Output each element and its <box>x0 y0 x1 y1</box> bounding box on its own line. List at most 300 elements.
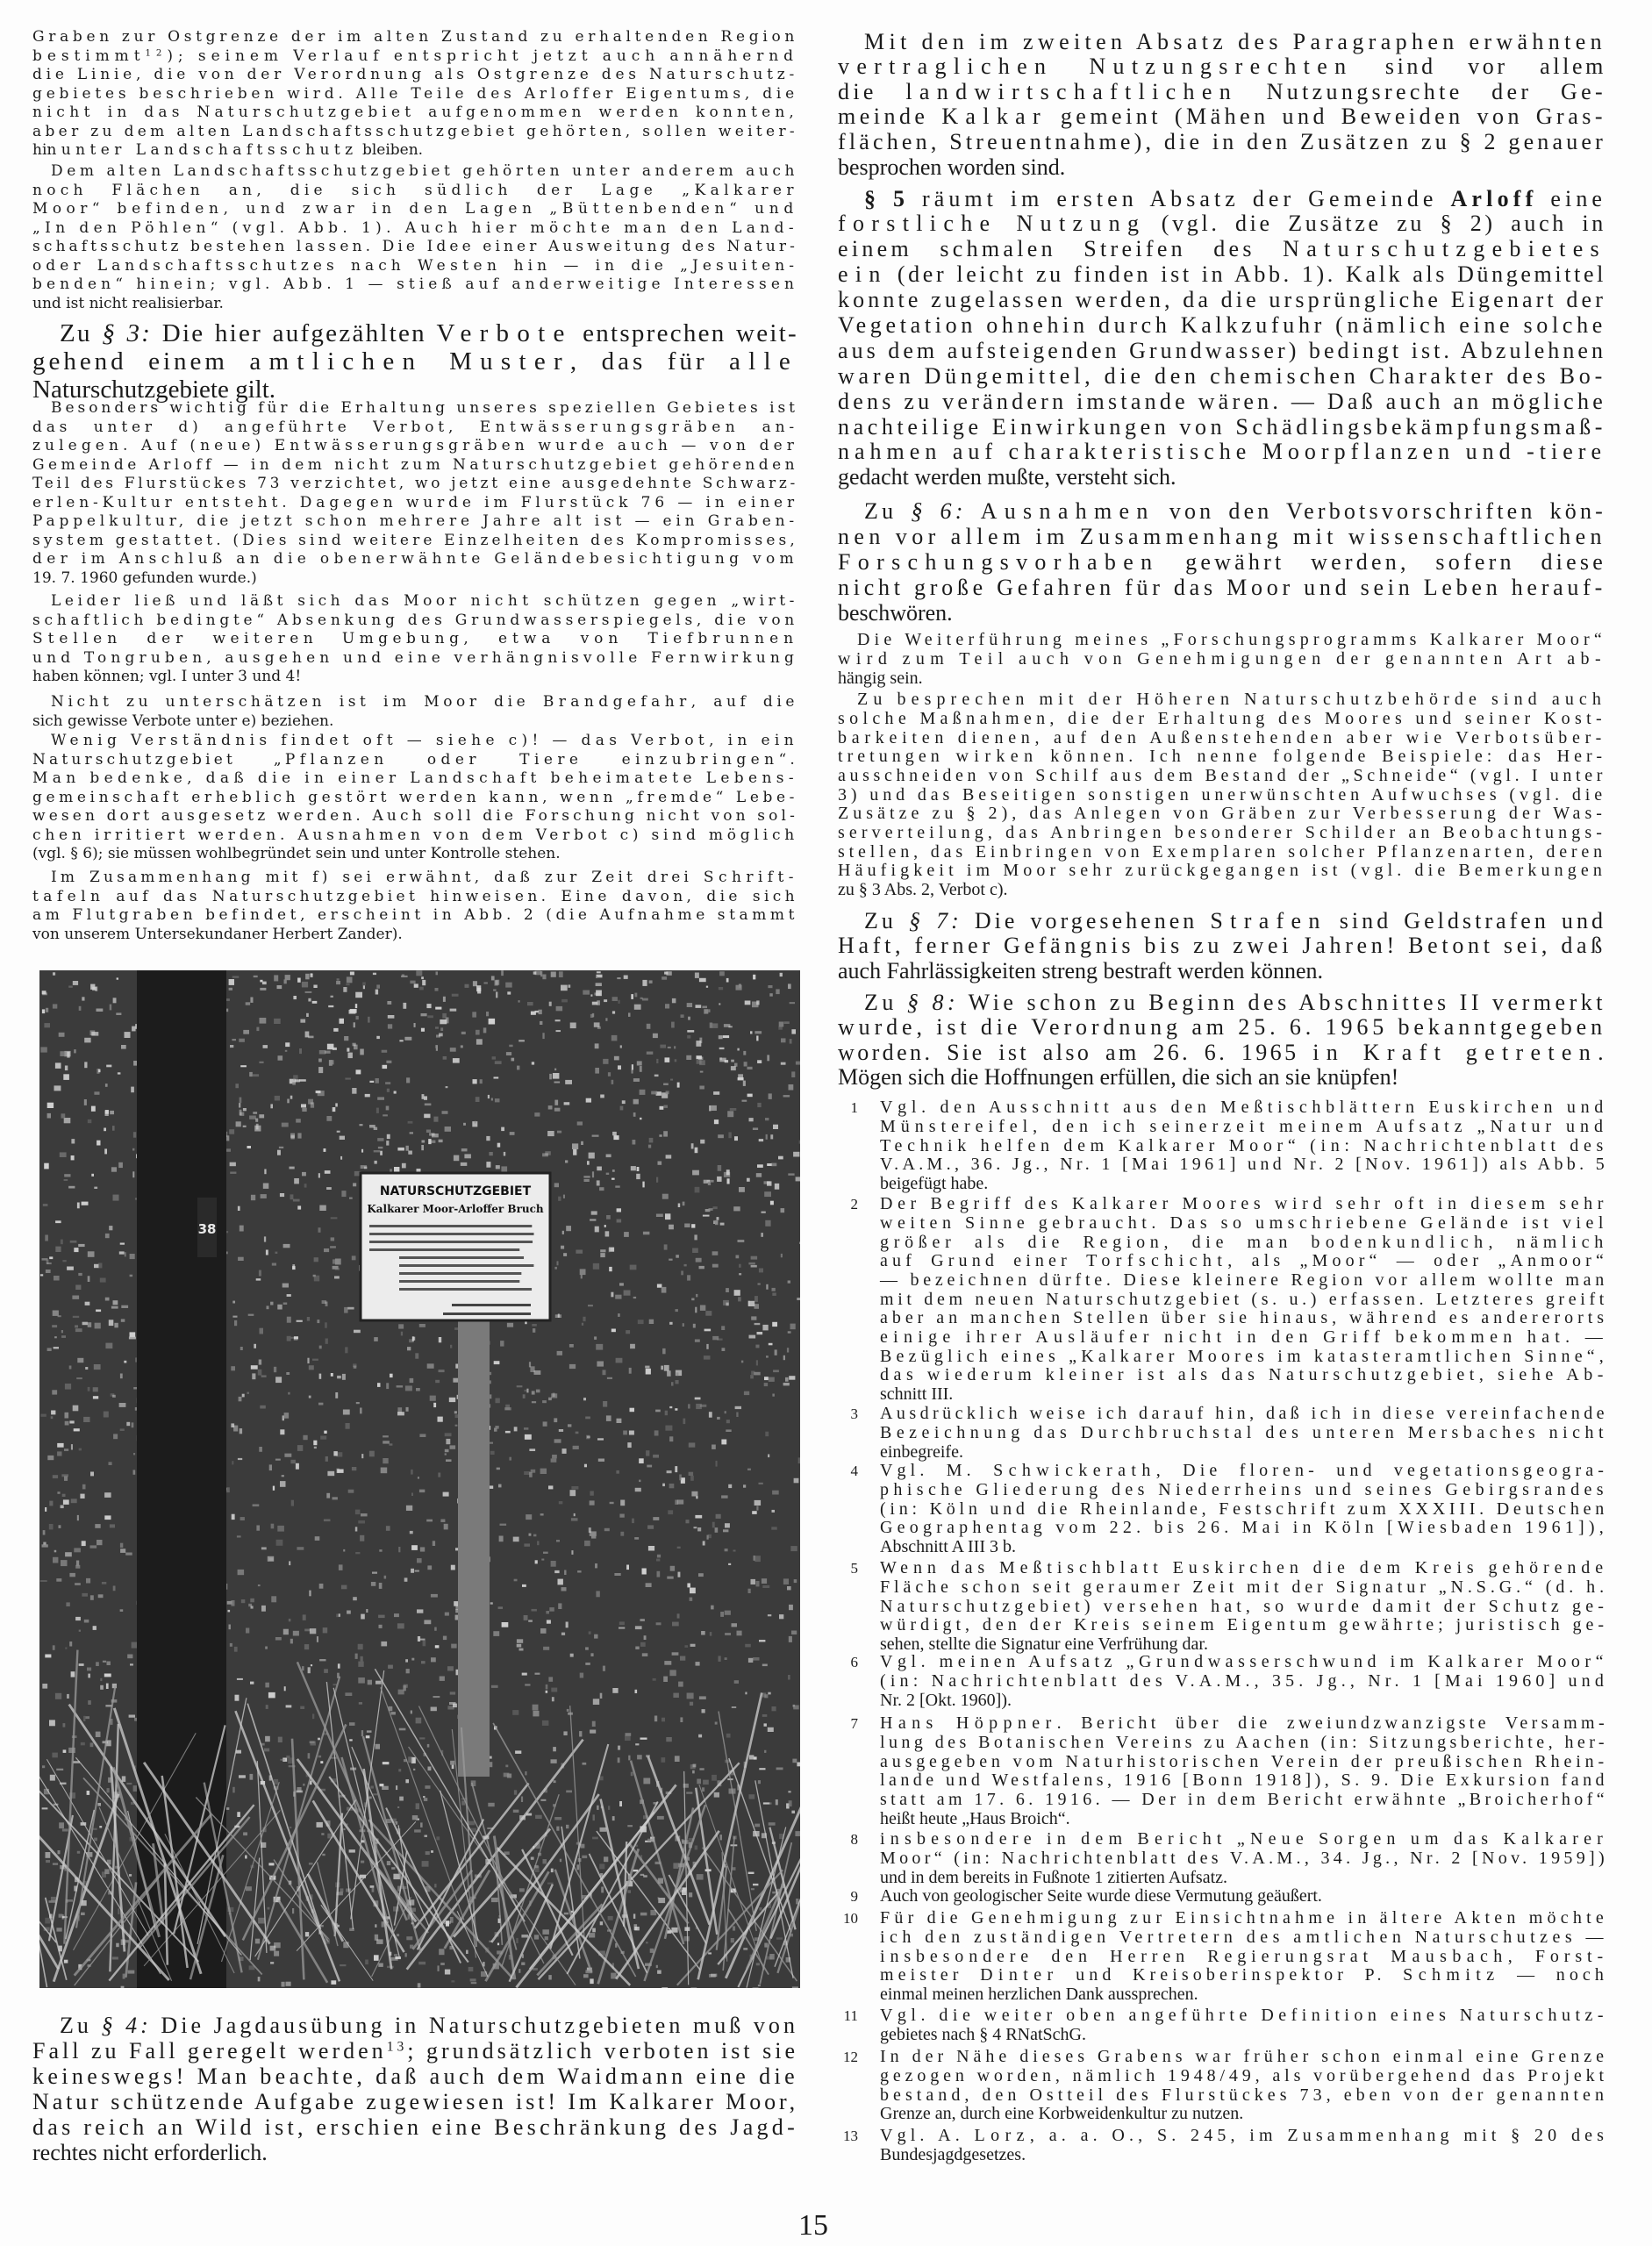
text-line <box>32 807 798 826</box>
foliage-speck <box>635 1647 639 1650</box>
foliage-speck <box>542 1720 549 1726</box>
foliage-speck <box>762 1664 768 1667</box>
foliage-speck <box>593 1263 599 1270</box>
paragraph <box>32 28 798 161</box>
foliage-speck <box>411 1658 414 1661</box>
foliage-speck <box>343 1410 350 1415</box>
foliage-speck <box>394 1613 399 1617</box>
text-line <box>32 200 798 219</box>
foliage-speck <box>406 1407 409 1412</box>
foliage-speck <box>118 1072 121 1074</box>
text-run: an- <box>740 418 798 436</box>
foliage-speck <box>489 1152 492 1155</box>
foliage-speck <box>333 1107 336 1112</box>
foliage-speck <box>734 1063 738 1067</box>
foliage-speck <box>302 1172 306 1177</box>
foliage-speck <box>128 1971 135 1974</box>
bold-spaced-emphasis: Arloff <box>1450 185 1538 211</box>
foliage-speck <box>446 1086 448 1088</box>
text-line <box>880 1195 1608 1214</box>
foliage-speck <box>735 1406 741 1409</box>
foliage-speck <box>490 1451 495 1455</box>
text-run: Zu besprechen mit der Höheren Naturschutzbehörde sind auch <box>857 690 1606 710</box>
text-run: barkeiten dienen, auf den Außenstehenden aber wie Verbotsüber- <box>838 727 1606 747</box>
foliage-speck <box>517 1066 519 1070</box>
foliage-speck <box>754 1500 762 1506</box>
text-line <box>32 456 798 476</box>
foliage-speck <box>532 1324 537 1327</box>
foliage-speck <box>642 1182 644 1188</box>
foliage-speck <box>768 1692 770 1695</box>
foliage-speck <box>75 1583 81 1585</box>
foliage-speck <box>391 1712 396 1714</box>
foliage-speck <box>388 1665 393 1669</box>
foliage-speck <box>259 1062 263 1063</box>
text-line <box>838 130 1606 155</box>
foliage-speck <box>654 1075 659 1077</box>
foliage-speck <box>308 1667 311 1673</box>
foliage-speck <box>397 1934 399 1936</box>
foliage-speck <box>672 1622 679 1627</box>
foliage-speck <box>292 1908 294 1913</box>
foliage-speck <box>699 978 706 982</box>
foliage-speck <box>348 1490 354 1493</box>
foliage-speck <box>688 1017 690 1020</box>
foliage-speck <box>91 1174 94 1177</box>
foliage-speck <box>681 1014 684 1018</box>
foliage-speck <box>670 1566 675 1571</box>
foliage-speck <box>47 1348 52 1351</box>
foliage-speck <box>630 1344 635 1348</box>
foliage-speck <box>535 1866 540 1872</box>
foliage-speck <box>698 1735 702 1738</box>
foliage-speck <box>592 1837 598 1840</box>
spaced-emphasis: Strafen <box>1210 907 1327 933</box>
text-line <box>880 1214 1608 1234</box>
foliage-speck <box>431 1707 437 1712</box>
foliage-speck <box>789 1084 794 1091</box>
foliage-speck <box>691 1224 695 1227</box>
foliage-speck <box>731 1060 734 1062</box>
foliage-speck <box>340 1156 342 1160</box>
foliage-speck <box>268 1907 270 1910</box>
foliage-speck <box>543 1421 547 1426</box>
foliage-speck <box>247 1392 249 1394</box>
foliage-speck <box>425 1835 428 1837</box>
text-run: . <box>1598 1039 1607 1065</box>
foliage-speck <box>421 1661 426 1663</box>
foliage-speck <box>605 1018 607 1021</box>
foliage-speck <box>599 1863 604 1869</box>
foliage-speck <box>316 1091 321 1093</box>
foliage-speck <box>564 1102 570 1105</box>
foliage-speck <box>541 1559 544 1561</box>
foliage-speck <box>779 1022 784 1027</box>
foliage-speck <box>361 1656 363 1662</box>
foliage-speck <box>525 1434 532 1440</box>
foliage-speck <box>728 1132 731 1138</box>
foliage-speck <box>561 1587 567 1591</box>
foliage-speck <box>422 1141 426 1143</box>
foliage-speck <box>493 990 497 991</box>
text-run: Stellen der <box>32 630 213 648</box>
text-line <box>32 418 798 438</box>
text-line <box>32 85 798 104</box>
foliage-speck <box>382 1786 389 1790</box>
foliage-speck <box>330 1246 336 1248</box>
foliage-speck <box>396 1785 397 1790</box>
foliage-speck <box>669 1670 676 1676</box>
foliage-speck <box>643 1232 650 1235</box>
foliage-speck <box>294 1336 298 1339</box>
foliage-speck <box>504 1152 505 1156</box>
foliage-speck <box>749 1335 756 1339</box>
footnote-number: 11 <box>843 2007 858 2024</box>
foliage-speck <box>703 1780 709 1785</box>
foliage-speck <box>88 1322 92 1327</box>
foliage-speck <box>662 976 667 980</box>
foliage-speck <box>120 1243 125 1245</box>
foliage-speck <box>314 1276 319 1282</box>
foliage-speck <box>739 1273 741 1275</box>
foliage-speck <box>773 1125 778 1129</box>
foliage-speck <box>42 1684 47 1689</box>
foliage-speck <box>563 1195 565 1198</box>
foliage-speck <box>287 1099 290 1104</box>
foliage-speck <box>597 1180 600 1185</box>
text-run: von den Verbotsvorschriften kön- <box>1155 497 1606 524</box>
foliage-speck <box>772 1288 776 1291</box>
text-line <box>880 1830 1608 1849</box>
foliage-speck <box>264 1236 266 1241</box>
sign-text-line <box>399 1288 532 1291</box>
foliage-speck <box>619 1000 620 1004</box>
foliage-speck <box>99 1826 102 1828</box>
foliage-speck <box>757 1103 761 1107</box>
foliage-speck <box>721 1440 726 1445</box>
foliage-speck <box>326 1493 330 1499</box>
text-line <box>880 1887 1608 1906</box>
foliage-speck <box>421 1145 424 1150</box>
page-number: 15 <box>798 2209 828 2242</box>
foliage-speck <box>438 1965 440 1971</box>
foliage-speck <box>235 1695 240 1701</box>
foliage-speck <box>431 1657 436 1662</box>
foliage-speck <box>256 1278 261 1280</box>
text-run: rechtes nicht erforderlich. <box>32 2139 268 2165</box>
text-run: einbegreife. <box>880 1441 963 1462</box>
foliage-speck <box>697 1779 701 1785</box>
foliage-speck <box>708 1534 712 1538</box>
foliage-speck <box>340 1964 346 1966</box>
sign-text-line <box>399 1272 521 1275</box>
foliage-speck <box>104 1869 109 1874</box>
foliage-speck <box>402 1163 406 1169</box>
paragraph <box>838 909 1606 984</box>
foliage-speck <box>788 1791 790 1792</box>
foliage-speck <box>90 1742 94 1747</box>
text-run: , nämlich <box>1488 1232 1608 1252</box>
foliage-speck <box>126 1783 132 1785</box>
text-line <box>880 1118 1608 1137</box>
foliage-speck <box>696 1258 702 1262</box>
foliage-speck <box>96 1732 101 1737</box>
foliage-speck <box>454 1155 459 1162</box>
foliage-speck <box>678 1204 681 1208</box>
foliage-speck <box>361 1730 363 1736</box>
foliage-speck <box>94 1364 101 1370</box>
foliage-speck <box>305 1032 310 1038</box>
foliage-speck <box>284 1686 286 1691</box>
foliage-speck <box>719 1035 723 1039</box>
foliage-speck <box>54 1347 59 1349</box>
foliage-speck <box>518 1040 525 1041</box>
text-run: Die Weiterführung meines „Forschungsprogramms Kalkarer Moor“ <box>857 630 1606 650</box>
foliage-speck <box>600 1249 605 1252</box>
foliage-speck <box>320 1436 326 1440</box>
foliage-speck <box>533 1705 539 1711</box>
foliage-speck <box>702 1006 707 1009</box>
spaced-emphasis: Schrift- <box>703 869 798 887</box>
text-run: insbesondere den Herren Regierungsrat <box>880 1946 1391 1966</box>
foliage-speck <box>722 1348 726 1351</box>
foliage-speck <box>417 1558 422 1563</box>
foliage-speck <box>109 1462 112 1465</box>
foliage-speck <box>665 1213 670 1220</box>
foliage-speck <box>56 1928 61 1931</box>
foliage-speck <box>781 1038 786 1042</box>
foliage-speck <box>292 1264 295 1269</box>
foliage-speck <box>58 1315 61 1317</box>
foliage-speck <box>576 1432 579 1434</box>
text-run: Grenze an, durch eine Korbweidenkultur zu nutzen. <box>880 2104 1244 2124</box>
foliage-speck <box>768 985 772 988</box>
foliage-speck <box>299 1079 306 1082</box>
foliage-speck <box>463 1123 466 1126</box>
foliage-speck <box>599 1187 604 1191</box>
foliage-speck <box>440 1520 445 1523</box>
foliage-speck <box>62 1260 66 1262</box>
foliage-speck <box>361 1149 363 1153</box>
foliage-speck <box>532 1609 537 1612</box>
text-run <box>967 498 981 524</box>
foliage-speck <box>105 1110 109 1114</box>
text-run: das reich an Wild ist, erschien eine Beschränkung des Jagd- <box>32 2114 798 2140</box>
foliage-speck <box>296 1791 303 1793</box>
foliage-speck <box>588 1305 593 1306</box>
spaced-emphasis: amtlichen Muster <box>249 347 570 376</box>
text-run: Abschnitt A III 3 b. <box>880 1536 1016 1556</box>
text-run: auch Fahrlässigkeiten streng bestraft werden können. <box>838 957 1324 984</box>
foliage-speck <box>747 1469 751 1470</box>
foliage-speck <box>769 993 773 997</box>
foliage-speck <box>439 1370 445 1372</box>
foliage-speck <box>262 982 267 985</box>
foliage-speck <box>375 1744 381 1749</box>
foliage-speck <box>493 1631 499 1636</box>
foliage-speck <box>121 1319 125 1321</box>
foliage-speck <box>539 1010 542 1014</box>
foliage-speck <box>425 1104 432 1106</box>
text-run: Teil des Flurstückes 73 verzichtet, wo jetzt eine ausgedehnte Schwarz- <box>32 475 798 493</box>
foliage-speck <box>259 1114 264 1118</box>
foliage-speck <box>756 1963 760 1965</box>
foliage-speck <box>633 1913 635 1919</box>
foliage-speck <box>239 1775 246 1777</box>
foliage-speck <box>278 1737 282 1742</box>
foliage-speck <box>313 1441 317 1446</box>
foliage-speck <box>412 1815 418 1820</box>
text-line <box>880 1405 1608 1424</box>
foliage-speck <box>102 1582 106 1584</box>
foliage-speck <box>104 1128 106 1132</box>
foliage-speck <box>734 1680 739 1684</box>
foliage-speck <box>676 1380 679 1384</box>
foliage-speck <box>461 1148 468 1151</box>
foliage-speck <box>625 1735 631 1741</box>
foliage-speck <box>383 1065 388 1069</box>
foliage-speck <box>788 1281 790 1284</box>
foliage-speck <box>283 1629 289 1635</box>
sign-subtitle: Kalkarer Moor-Arloffer Bruch <box>367 1203 544 1215</box>
text-run: bleiben. <box>357 141 424 160</box>
foliage-speck <box>43 1204 48 1206</box>
foliage-speck <box>772 1510 776 1513</box>
foliage-speck <box>318 1067 323 1073</box>
foliage-speck <box>476 1039 483 1044</box>
foliage-speck <box>681 1271 683 1276</box>
foliage-speck <box>619 1801 622 1806</box>
foliage-speck <box>361 1861 364 1863</box>
foliage-speck <box>249 1116 256 1119</box>
foliage-speck <box>442 1111 448 1114</box>
foliage-speck <box>84 1620 89 1623</box>
foliage-speck <box>640 1066 642 1072</box>
foliage-speck <box>631 1772 633 1777</box>
foliage-speck <box>240 1428 242 1434</box>
foliage-speck <box>677 1547 681 1549</box>
foliage-speck <box>696 1005 702 1008</box>
foliage-speck <box>64 1174 70 1177</box>
spaced-emphasis: wirken <box>955 747 1039 767</box>
text-run: (vgl. § 6); sie müssen wohlbegründet sein und unter Kontrolle stehen. <box>32 845 561 863</box>
foliage-speck <box>701 1631 705 1635</box>
foliage-speck <box>118 1908 119 1914</box>
foliage-speck <box>82 1322 88 1326</box>
text-line <box>880 1559 1608 1578</box>
text-run: system gestattet. (Dies sind weitere Einzelheiten des Kompromisses, <box>32 531 798 549</box>
foliage-speck <box>271 1524 275 1529</box>
foliage-speck <box>597 1362 604 1367</box>
text-line <box>838 786 1606 805</box>
foliage-speck <box>569 1344 574 1348</box>
foliage-speck <box>762 1585 769 1588</box>
foliage-speck <box>57 1443 63 1448</box>
foliage-speck <box>414 984 418 987</box>
foliage-speck <box>421 976 424 979</box>
foliage-speck <box>341 1585 347 1590</box>
foliage-speck <box>411 1470 413 1475</box>
section-reference: § 4: <box>101 2012 152 2038</box>
foliage-speck <box>243 1108 247 1111</box>
foliage-speck <box>40 1414 46 1417</box>
text-line <box>880 1098 1608 1118</box>
text-line <box>32 2114 798 2140</box>
foliage-speck <box>360 1049 364 1055</box>
foliage-speck <box>290 1167 295 1169</box>
foliage-speck <box>345 1347 347 1353</box>
foliage-speck <box>540 1628 547 1634</box>
foliage-speck <box>275 1377 282 1383</box>
foliage-speck <box>355 1004 357 1008</box>
footnote-number: 7 <box>850 1715 858 1732</box>
foliage-speck <box>376 1939 383 1944</box>
text-run: solche Maßnahmen, die der Erhaltung des Moores und seiner Kost- <box>838 708 1606 728</box>
foliage-speck <box>726 1734 731 1738</box>
foliage-speck <box>239 1103 240 1107</box>
text-line <box>32 845 798 864</box>
foliage-speck <box>793 1706 799 1710</box>
foliage-speck <box>661 1366 663 1370</box>
foliage-speck <box>789 1376 795 1380</box>
foliage-speck <box>287 1294 291 1297</box>
foliage-speck <box>699 1060 705 1065</box>
text-line <box>857 631 1606 650</box>
text-line <box>32 769 798 789</box>
foliage-speck <box>739 984 741 988</box>
foliage-speck <box>347 1611 351 1614</box>
foliage-speck <box>468 1967 474 1971</box>
text-line <box>32 104 798 123</box>
foliage-speck <box>715 1527 719 1533</box>
foliage-speck <box>105 1084 108 1087</box>
foliage-speck <box>790 1546 797 1551</box>
foliage-speck <box>470 1978 476 1981</box>
foliage-speck <box>657 1284 662 1288</box>
foliage-speck <box>42 1765 45 1768</box>
foliage-speck <box>315 1536 320 1541</box>
spaced-emphasis: Pflanzen oder Tiere einzubringen <box>284 750 779 769</box>
text-line <box>864 187 1606 212</box>
spaced-emphasis: Schmitz <box>1403 1965 1500 1985</box>
foliage-speck <box>311 1102 314 1107</box>
foliage-speck <box>745 1692 747 1695</box>
foliage-speck <box>362 982 366 985</box>
foliage-speck <box>732 1623 738 1627</box>
foliage-speck <box>261 1547 267 1549</box>
text-run: 3) und das Beseitigen sonstigen unerwünschten Aufwuchses (vgl. die <box>838 784 1606 805</box>
foliage-speck <box>423 1641 426 1647</box>
foliage-speck <box>563 1253 567 1256</box>
foliage-speck <box>569 1364 576 1369</box>
text-line <box>32 494 798 513</box>
footnote-number: 10 <box>843 1910 858 1927</box>
foliage-speck <box>684 1224 690 1228</box>
foliage-speck <box>753 1127 758 1130</box>
foliage-speck <box>452 1765 454 1770</box>
foliage-speck <box>654 1430 659 1435</box>
foliage-speck <box>620 1106 624 1111</box>
text-run: Zu <box>864 907 909 933</box>
foliage-speck <box>716 1514 721 1519</box>
foliage-speck <box>594 1634 597 1639</box>
foliage-speck <box>58 1850 61 1854</box>
text-run: Zusätze zu § 2), das Anlegen von Gräben zur Verbesserung der Was- <box>838 804 1606 824</box>
foliage-speck <box>765 1118 769 1120</box>
text-line <box>880 1948 1608 1967</box>
text-run: ); seinem Verlauf entspricht jetzt auch annähernd <box>167 46 798 65</box>
foliage-speck <box>383 1458 388 1463</box>
